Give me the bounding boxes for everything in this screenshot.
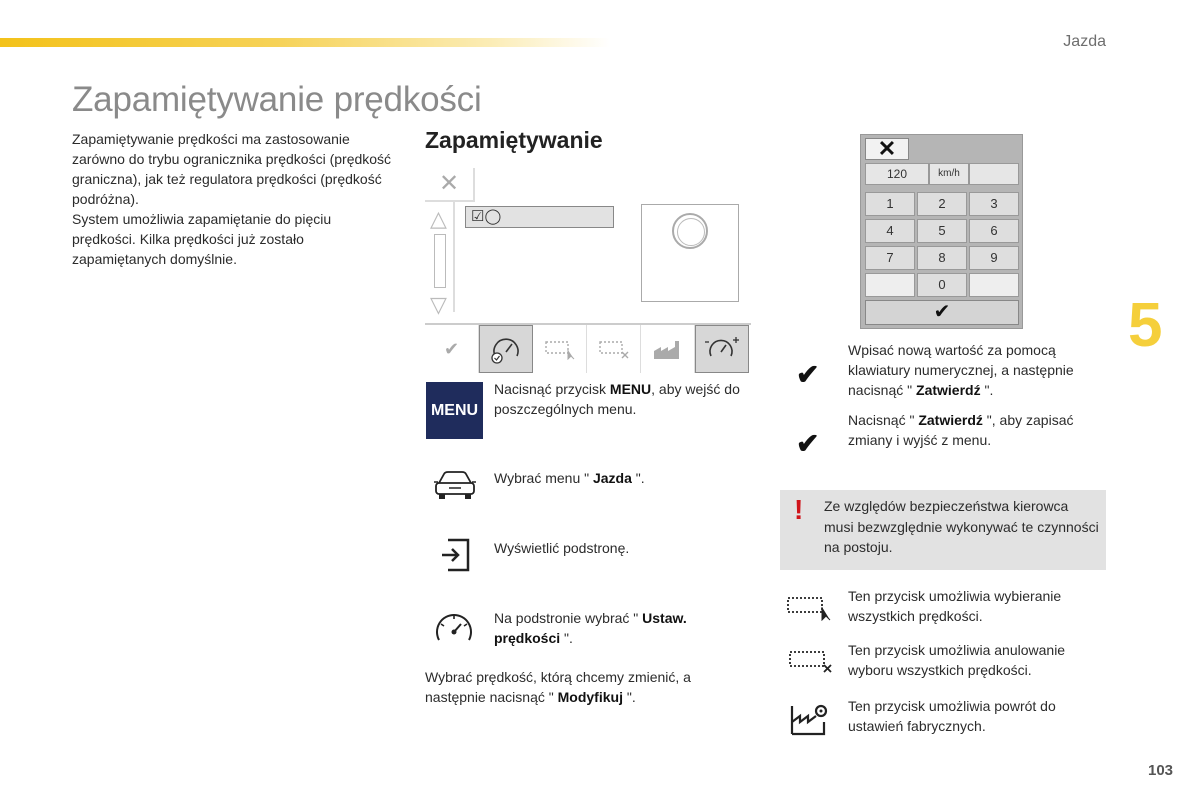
keypad-field-blank	[969, 163, 1019, 185]
step-speed-settings-text	[494, 608, 734, 648]
speed-memory-screen	[425, 168, 753, 374]
toolbar-speed-settings-button[interactable]	[479, 325, 533, 373]
toolbar-factory-reset-button[interactable]	[641, 325, 695, 373]
intro-paragraph-1: Zapamiętywanie prędkości ma zastosowanie zarówno do trybu ogranicznika prędkości (prędkość graniczna), jak też regulatora prędkości (prędkość podróżna).	[72, 131, 392, 207]
intro-text	[72, 129, 392, 269]
numeric-keypad	[860, 134, 1023, 329]
step-driving-text-a: Wybrać menu "	[494, 470, 593, 486]
section-name: Jazda	[1063, 33, 1106, 50]
key-4[interactable]: 4	[865, 219, 915, 243]
preview-panel	[641, 204, 739, 302]
step-menu-text-a: Nacisnąć przycisk	[494, 381, 610, 397]
step-driving-text-c: ".	[631, 470, 645, 486]
divider	[453, 202, 455, 312]
deselect-all-icon	[597, 338, 631, 360]
speed-value-field[interactable]: 120	[865, 163, 929, 185]
scroll-down-icon[interactable]: ▽	[430, 292, 447, 317]
select-all-icon	[543, 338, 577, 360]
check-icon: ✔	[796, 428, 820, 459]
enter-value-text	[848, 340, 1108, 400]
step-menu-text-c: , aby wejść do poszczególnych menu.	[494, 381, 740, 417]
factory-icon	[651, 337, 685, 361]
step-modify-text-c: ".	[622, 689, 636, 705]
page-title: Zapamiętywanie prędkości	[72, 80, 482, 119]
toolbar-deselect-all-button[interactable]	[587, 325, 641, 373]
factory-reset-icon	[790, 702, 830, 736]
step-modify-text-a: Wybrać prędkość, którą chcemy zmienić, a następnie nacisnąć "	[425, 669, 691, 705]
warning-box	[780, 490, 1106, 570]
step-modify-text	[425, 667, 745, 707]
intro-paragraph-2: System umożliwia zapamiętanie do pięciu prędkości. Kilka prędkości już zostało zapamiętanych domyślnie.	[72, 211, 332, 267]
step-subpage-text: Wyświetlić podstronę.	[494, 540, 630, 556]
factory-reset-text: Ten przycisk umożliwia powrót do ustawień fabrycznych.	[848, 698, 1056, 734]
key-2[interactable]: 2	[917, 192, 967, 216]
warning-text: Ze względów bezpieczeństwa kierowca musi bezwzględnie wykonywać te czynności na postoju.	[824, 498, 1099, 555]
key-1[interactable]: 1	[865, 192, 915, 216]
close-icon[interactable]: ✕	[425, 168, 475, 202]
step-speed-settings-text-a: Na podstronie wybrać "	[494, 610, 643, 626]
screen-toolbar	[425, 323, 751, 373]
car-icon	[433, 469, 477, 501]
check-icon: ✔	[443, 338, 460, 359]
scroll-up-icon[interactable]: △	[430, 206, 447, 231]
enter-value-text-c: ".	[980, 382, 994, 398]
key-3[interactable]: 3	[969, 192, 1019, 216]
deselect-all-text: Ten przycisk umożliwia anulowanie wyboru wszystkich prędkości.	[848, 642, 1066, 678]
keypad-confirm-button[interactable]: ✔	[865, 300, 1019, 325]
step-driving-text-b: Jazda	[592, 470, 632, 486]
speedometer-icon	[433, 610, 475, 646]
scrollbar[interactable]	[434, 234, 446, 288]
deselect-all-icon	[788, 650, 836, 674]
confirm-save-text-b: Zatwierdź	[918, 412, 983, 428]
speedometer-plus-minus-icon	[704, 334, 740, 364]
chapter-number: 5	[1128, 291, 1163, 360]
select-all-icon	[786, 595, 834, 621]
warning-icon: !	[794, 494, 804, 525]
confirm-save-text	[848, 410, 1108, 450]
step-menu-text-b: MENU	[609, 381, 652, 397]
select-all-text: Ten przycisk umożliwia wybieranie wszystkich prędkości.	[848, 588, 1062, 624]
key-6[interactable]: 6	[969, 219, 1019, 243]
menu-button-icon: MENU	[426, 382, 483, 439]
step-speed-settings-text-c: ".	[560, 630, 573, 646]
check-icon: ✔	[796, 359, 820, 390]
speedometer-icon	[489, 334, 523, 364]
toolbar-check-button[interactable]	[425, 325, 479, 373]
page-number: 103	[1148, 762, 1174, 779]
key-5[interactable]: 5	[917, 219, 967, 243]
step-driving-menu-text	[494, 468, 752, 488]
confirm-save-text-c: ", aby zapisać zmiany i wyjść z menu.	[848, 412, 1074, 448]
key-0[interactable]: 0	[917, 273, 967, 297]
header-accent-bar	[0, 38, 610, 47]
keypad-close-button[interactable]: ✕	[865, 138, 909, 160]
toolbar-speed-adjust-button[interactable]	[695, 325, 749, 373]
step-modify-text-b: Modyfikuj	[557, 689, 623, 705]
key-9[interactable]: 9	[969, 246, 1019, 270]
toolbar-select-all-button[interactable]	[533, 325, 587, 373]
key-7[interactable]: 7	[865, 246, 915, 270]
section-subtitle: Zapamiętywanie	[425, 127, 603, 153]
enter-value-text-a: Wpisać nową wartość za pomocą klawiatury numerycznej, a następnie nacisnąć "	[848, 342, 1074, 398]
unit-button[interactable]: km/h	[929, 163, 969, 185]
key-blank-right	[969, 273, 1019, 297]
subpage-icon	[440, 538, 470, 572]
key-8[interactable]: 8	[917, 246, 967, 270]
step-menu-text	[494, 379, 752, 419]
key-blank-left	[865, 273, 915, 297]
circle-icon	[672, 213, 708, 249]
confirm-save-text-a: Nacisnąć "	[848, 412, 919, 428]
speed-list-item[interactable]: ☑◯	[465, 206, 614, 228]
step-speed-settings-text-b: Ustaw. prędkości	[494, 610, 687, 646]
enter-value-text-b: Zatwierdź	[916, 382, 981, 398]
